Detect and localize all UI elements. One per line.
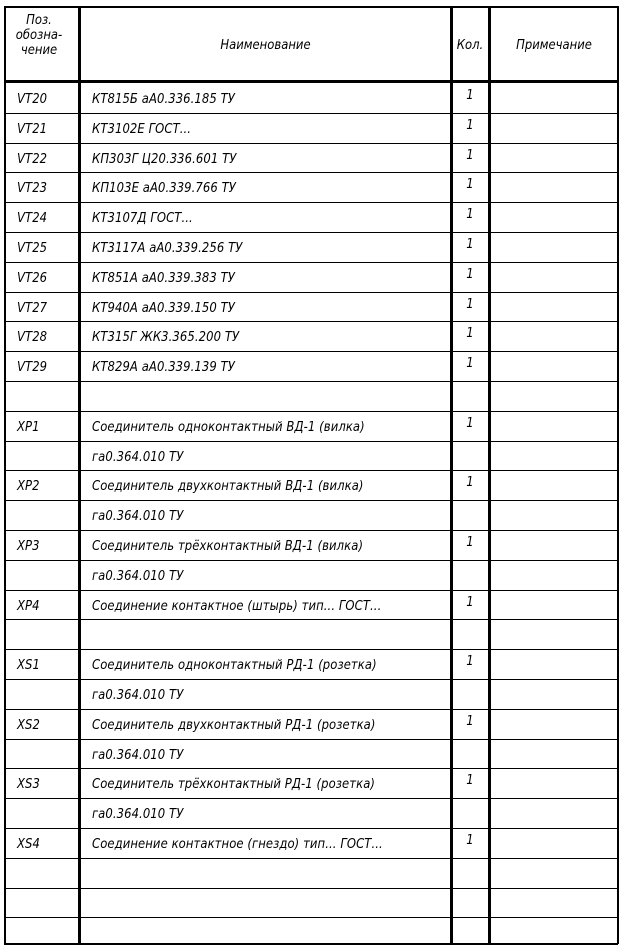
cell-qty: 1 [466,712,474,729]
cell-qty: 1 [466,325,474,342]
column-rule [450,6,453,944]
cell-pos: XS4 [17,836,40,852]
row-rule [4,232,618,233]
row-rule [4,590,618,591]
row-rule [4,619,618,620]
cell-pos: VT21 [17,120,48,137]
cell-name: Соединитель трёхконтактный ВД-1 (вилка) [92,538,364,554]
cell-qty: 1 [466,265,474,282]
cell-name: Соединение контактное (штырь) тип... ГОСТ... [92,597,382,614]
cell-pos: XP3 [17,538,40,554]
cell-pos: VT23 [17,180,48,197]
cell-name: Соединитель двухконтактный РД-1 (розетка) [92,716,376,733]
cell-name: КТ815Б аА0.336.185 ТУ [92,91,235,107]
cell-qty: 1 [466,593,474,610]
row-rule [4,500,618,501]
cell-name: Соединитель трёхконтактный РД-1 (розетка) [92,776,376,793]
row-rule [4,943,618,945]
row-rule [4,470,618,471]
cell-name: КП303Г Ц20.336.601 ТУ [92,150,237,167]
row-rule [4,649,618,650]
column-rule [488,6,491,944]
cell-pos: VT25 [17,240,48,256]
cell-qty: 1 [466,295,474,312]
column-rule [617,6,619,944]
cell-name: га0.364.010 ТУ [92,687,184,703]
cell-pos: XP2 [17,478,40,495]
row-rule [4,381,618,382]
row-rule [4,441,618,442]
cell-qty: 1 [466,176,474,193]
header-pos-line: Поз. [26,12,52,28]
row-rule [4,6,618,8]
row-rule [4,172,618,173]
row-rule [4,292,618,293]
cell-pos: VT28 [17,329,48,346]
row-rule [4,113,618,114]
row-rule [4,262,618,263]
row-rule [4,351,618,352]
cell-name: Соединитель одноконтактный ВД-1 (вилка) [92,418,365,435]
cell-name: КТ829А аА0.339.139 ТУ [92,359,235,376]
cell-name: КТ851А аА0.339.383 ТУ [92,269,235,286]
header-qty: Кол. [456,37,484,53]
row-rule [4,143,618,144]
cell-qty: 1 [466,236,474,252]
cell-qty: 1 [466,653,474,670]
row-rule [4,798,618,799]
cell-name: КП103Е аА0.339.766 ТУ [92,180,236,197]
cell-name: га0.364.010 ТУ [92,567,184,584]
cell-pos: VT20 [17,91,48,107]
cell-name: КТ3102Е ГОСТ... [92,120,192,137]
cell-name: га0.364.010 ТУ [92,806,184,823]
header-pos-line: обозна- [15,27,63,43]
row-rule [4,679,618,680]
cell-name: Соединитель одноконтактный РД-1 (розетка) [92,657,377,674]
cell-qty: 1 [466,772,474,789]
cell-qty: 1 [466,474,474,491]
cell-name: КТ3107Д ГОСТ... [92,210,193,227]
cell-pos: VT27 [17,299,48,316]
row-rule [4,709,618,710]
cell-qty: 1 [466,206,474,223]
cell-pos: XS3 [17,776,40,793]
row-rule [4,768,618,769]
column-rule [4,6,6,944]
row-rule [4,321,618,322]
cell-name: КТ315Г ЖК3.365.200 ТУ [92,329,240,346]
cell-qty: 1 [466,355,474,372]
row-rule [4,202,618,203]
row-rule [4,858,618,859]
row-rule [4,739,618,740]
cell-pos: VT24 [17,210,48,227]
cell-qty: 1 [466,832,474,848]
cell-qty: 1 [466,116,474,133]
row-rule [4,828,618,829]
header-pos-line: чение [20,42,58,58]
cell-qty: 1 [466,146,474,163]
cell-name: га0.364.010 ТУ [92,746,184,763]
cell-pos: VT22 [17,150,48,167]
cell-pos: VT26 [17,269,48,286]
cell-pos: XS1 [17,657,40,674]
cell-name: га0.364.010 ТУ [92,508,184,525]
header-pos [9,13,69,58]
cell-name: КТ3117А аА0.339.256 ТУ [92,240,243,256]
cell-qty: 1 [466,87,474,103]
cell-name: га0.364.010 ТУ [92,448,184,465]
cell-pos: XP1 [17,418,40,435]
row-rule [4,888,618,889]
header-note: Примечание [516,37,592,53]
row-rule [4,917,618,918]
cell-name: Соединение контактное (гнездо) тип... ГОСТ... [92,836,383,852]
row-rule [4,530,618,531]
cell-qty: 1 [466,414,474,431]
row-rule [4,411,618,412]
cell-name: Соединитель двухконтактный ВД-1 (вилка) [92,478,364,495]
column-rule [78,6,81,944]
header-name: Наименование [220,37,311,53]
row-rule [4,560,618,561]
cell-name: КТ940А аА0.339.150 ТУ [92,299,235,316]
cell-pos: VT29 [17,359,48,376]
cell-pos: XP4 [17,597,40,614]
cell-pos: XS2 [17,716,40,733]
row-rule [4,80,618,83]
cell-qty: 1 [466,534,474,550]
